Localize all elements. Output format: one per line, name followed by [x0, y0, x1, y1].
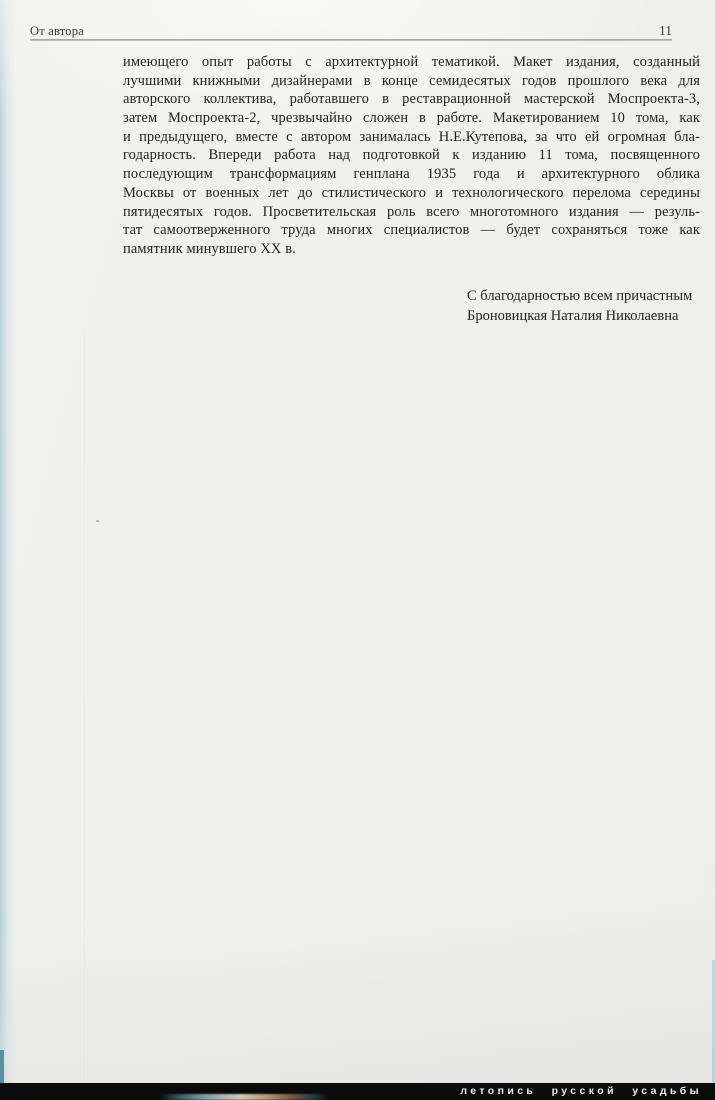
body-line: памятник минувшего XX в. [123, 240, 296, 257]
body-line: годарность. Впереди работа над подготовкой к изданию 11 тома, посвященного [123, 147, 700, 164]
scan-edge-tint-left-deep [0, 1050, 4, 1084]
scan-reflection-artifact [160, 1094, 328, 1100]
body-line: тат самоотверженного труда многих специалистов — будет сохраняться тоже как [123, 222, 700, 239]
series-banner [0, 1083, 715, 1100]
signature-line-author-name: Броновицкая Наталия Николаевна [467, 308, 679, 324]
body-line: авторского коллектива, работавшего в реставрационной мастерской Моспроекта-3, [123, 91, 700, 108]
page-header [30, 23, 672, 39]
body-line: пятидесятых годов. Просветительская роль всего многотомного издания — резуль- [123, 203, 700, 220]
series-title: летопись русской усадьбы [460, 1085, 702, 1097]
running-title: От автора [30, 24, 84, 38]
paper-speck [96, 520, 99, 522]
body-line: последующим трансформациям генплана 1935 года и архитектурного облика [123, 166, 700, 183]
body-paragraph [123, 53, 700, 259]
signature-line-gratitude: С благодарностью всем причастным [467, 288, 693, 304]
body-line: Москвы от военных лет до стилистического и технологического перелома середины [123, 184, 700, 201]
signature-block [467, 286, 692, 326]
page-crease [84, 330, 86, 1082]
scan-edge-tint-left [0, 0, 15, 1100]
body-line: затем Моспроекта-2, чрезвычайно сложен в работе. Макетированием 10 тома, как [123, 110, 700, 127]
header-rule [30, 39, 672, 41]
body-line: лучшими книжными дизайнерами в конце семидесятых годов прошлого века для [123, 72, 700, 89]
page-number: 11 [659, 23, 672, 38]
body-line: имеющего опыт работы с архитектурной тематикой. Макет издания, созданный [123, 54, 700, 70]
body-line: и предыдущего, вместе с автором занималась Н.Е.Кутепова, за что ей огромная бла- [123, 128, 700, 145]
